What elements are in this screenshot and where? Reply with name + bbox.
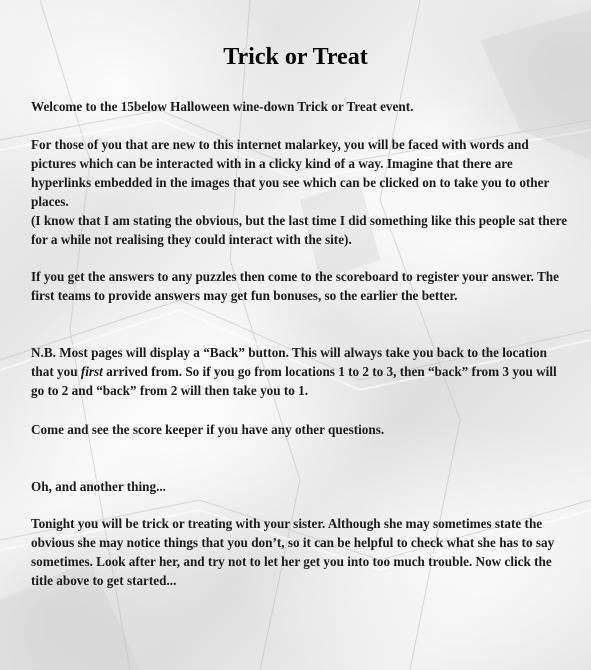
welcome-paragraph: Welcome to the 15below Halloween wine-down Trick or Treat event. bbox=[31, 99, 414, 114]
back-note-text-before: N.B. Most pages will display a “Back” button. This will always take you back to the location that you bbox=[31, 345, 547, 379]
back-note-emphasis: first bbox=[80, 364, 103, 379]
score-keeper-paragraph: Come and see the score keeper if you have any other questions. bbox=[31, 422, 385, 437]
another-thing-paragraph: Oh, and another thing... bbox=[31, 479, 166, 494]
page-title-link[interactable]: Trick or Treat bbox=[223, 44, 368, 70]
intro-paragraph: For those of you that are new to this internet malarkey, you will be faced with words and pictures which can be interacted with in a clicky kind of a way. Imagine that there are hyperlinks embedded in the images that you see which can be clicked on to take you to other places. (I know that I am stating the obvious, but the last time I did something like this people sat there for a while not realising they could interact with the site). bbox=[31, 137, 568, 247]
back-note-text-after: arrived from. So if you go from locations 1 to 2 to 3, then “back” from 3 you will go to 2 and “back” from 2 will then take you to 1. bbox=[31, 364, 557, 398]
sister-paragraph: Tonight you will be trick or treating with your sister. Although she may sometimes state the obvious she may notice things that you don’t, so it can be helpful to check what she has to say sometimes. Look after her, and try not to let her get you into too much trouble. Now click the title above to get started... bbox=[31, 516, 555, 588]
answers-paragraph: If you get the answers to any puzzles then come to the scoreboard to register your answer. The first teams to provide answers may get fun bonuses, so the earlier the better. bbox=[31, 269, 559, 303]
back-button-note-paragraph bbox=[31, 343, 571, 400]
